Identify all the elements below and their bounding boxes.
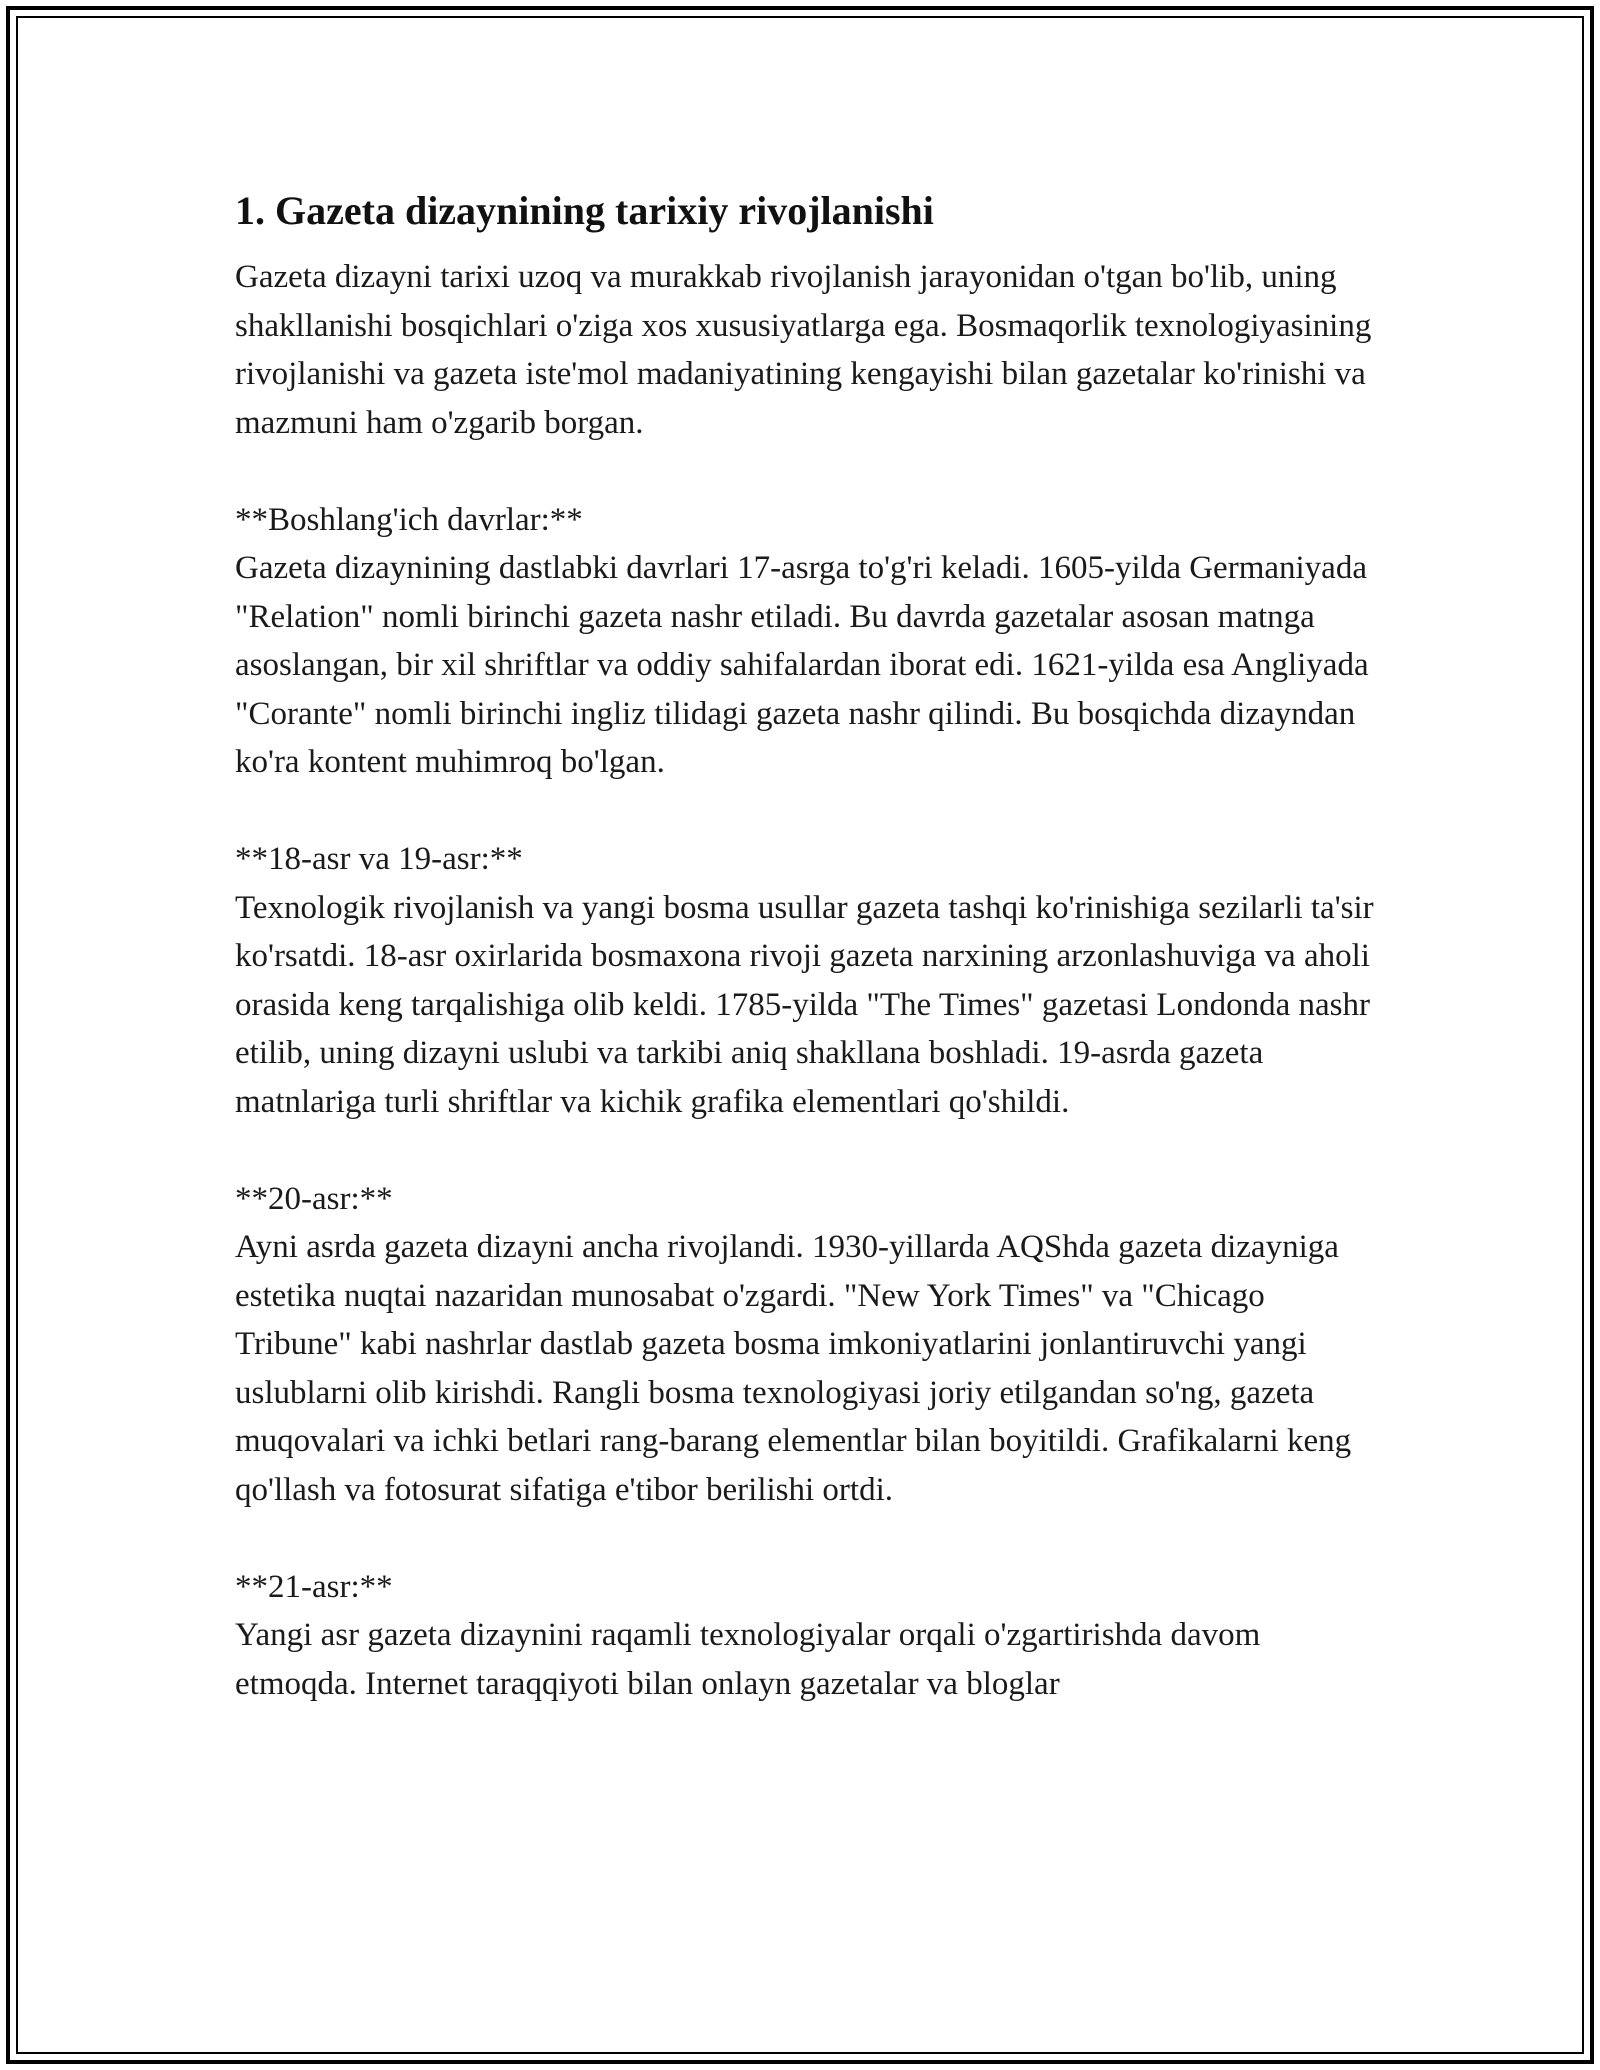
section-spacer [235,1126,1375,1175]
section-21-century [235,1563,1375,1709]
section-paragraph: Ayni asrda gazeta dizayni ancha rivojlandi. 1930-yillarda AQShda gazeta dizayniga estetika nuqtai nazaridan munosabat o'zgardi. "New York Times" va "Chicago Tribune" kabi nashrlar dastlab gazeta bosma imkoniyatlarini jonlantiruvchi yangi uslublarni olib kirishdi. Rangli bosma texnologiyasi joriy etilgandan so'ng, gazeta muqovalari va ichki betlari rang-barang elementlar bilan boyitildi. Grafikalarni keng qo'llash va fotosurat sifatiga e'tibor berilishi ortdi. [235,1229,1352,1508]
document-body [235,185,1375,1708]
section-18-19-century [235,835,1375,1126]
section-heading: **18-asr va 19-asr:** [235,841,523,877]
section-spacer [235,1514,1375,1563]
section-heading: **21-asr:** [235,1568,393,1605]
intro-paragraph: Gazeta dizayni tarixi uzoq va murakkab rivojlanish jarayonidan o'tgan bo'lib, uning shakllanishi bosqichlari o'ziga xos xususiyatlarga ega. Bosmaqorlik texnologiyasining rivojlanishi va gazeta iste'mol madaniyatining kengayishi bilan gazetalar ko'rinishi va mazmuni ham o'zgarib borgan. [235,259,1372,441]
section-spacer [235,447,1375,496]
section-paragraph: Texnologik rivojlanish va yangi bosma usullar gazeta tashqi ko'rinishiga sezilarli ta'sir ko'rsatdi. 18-asr oxirlarida bosmaxona rivoji gazeta narxining arzonlashuviga va aholi orasida keng tarqalishiga olib keldi. 1785-yilda "The Times" gazetasi Londonda nashr etilib, uning dizayni uslubi va tarkibi aniq shakllana boshladi. 19-asrda gazeta matnlariga turli shriftlar va kichik grafika elementlari qo'shildi. [235,889,1374,1120]
section-heading: **Boshlang'ich davrlar:** [235,501,583,538]
document-title: 1. Gazeta dizaynining tarixiy rivojlanishi [235,188,934,233]
section-paragraph: Gazeta dizaynining dastlabki davrlari 17-asrga to'g'ri keladi. 1605-yilda Germaniyada "Relation" nomli birinchi gazeta nashr etiladi. Bu davrda gazetalar asosan matnga asoslangan, bir xil shriftlar va oddiy sahifalardan iborat edi. 1621-yilda esa Angliyada "Corante" nomli birinchi ingliz tilidagi gazeta nashr qilindi. Bu bosqichda dizayndan ko'ra kontent muhimroq bo'lgan. [235,550,1369,780]
section-spacer [235,787,1375,836]
section-early-period [235,496,1375,787]
section-heading: **20-asr:** [235,1180,393,1217]
section-20-century [235,1175,1375,1515]
section-paragraph: Yangi asr gazeta dizaynini raqamli texnologiyalar orqali o'zgartirishda davom etmoqda. Internet taraqqiyoti bilan onlayn gazetalar va bloglar [235,1617,1261,1702]
